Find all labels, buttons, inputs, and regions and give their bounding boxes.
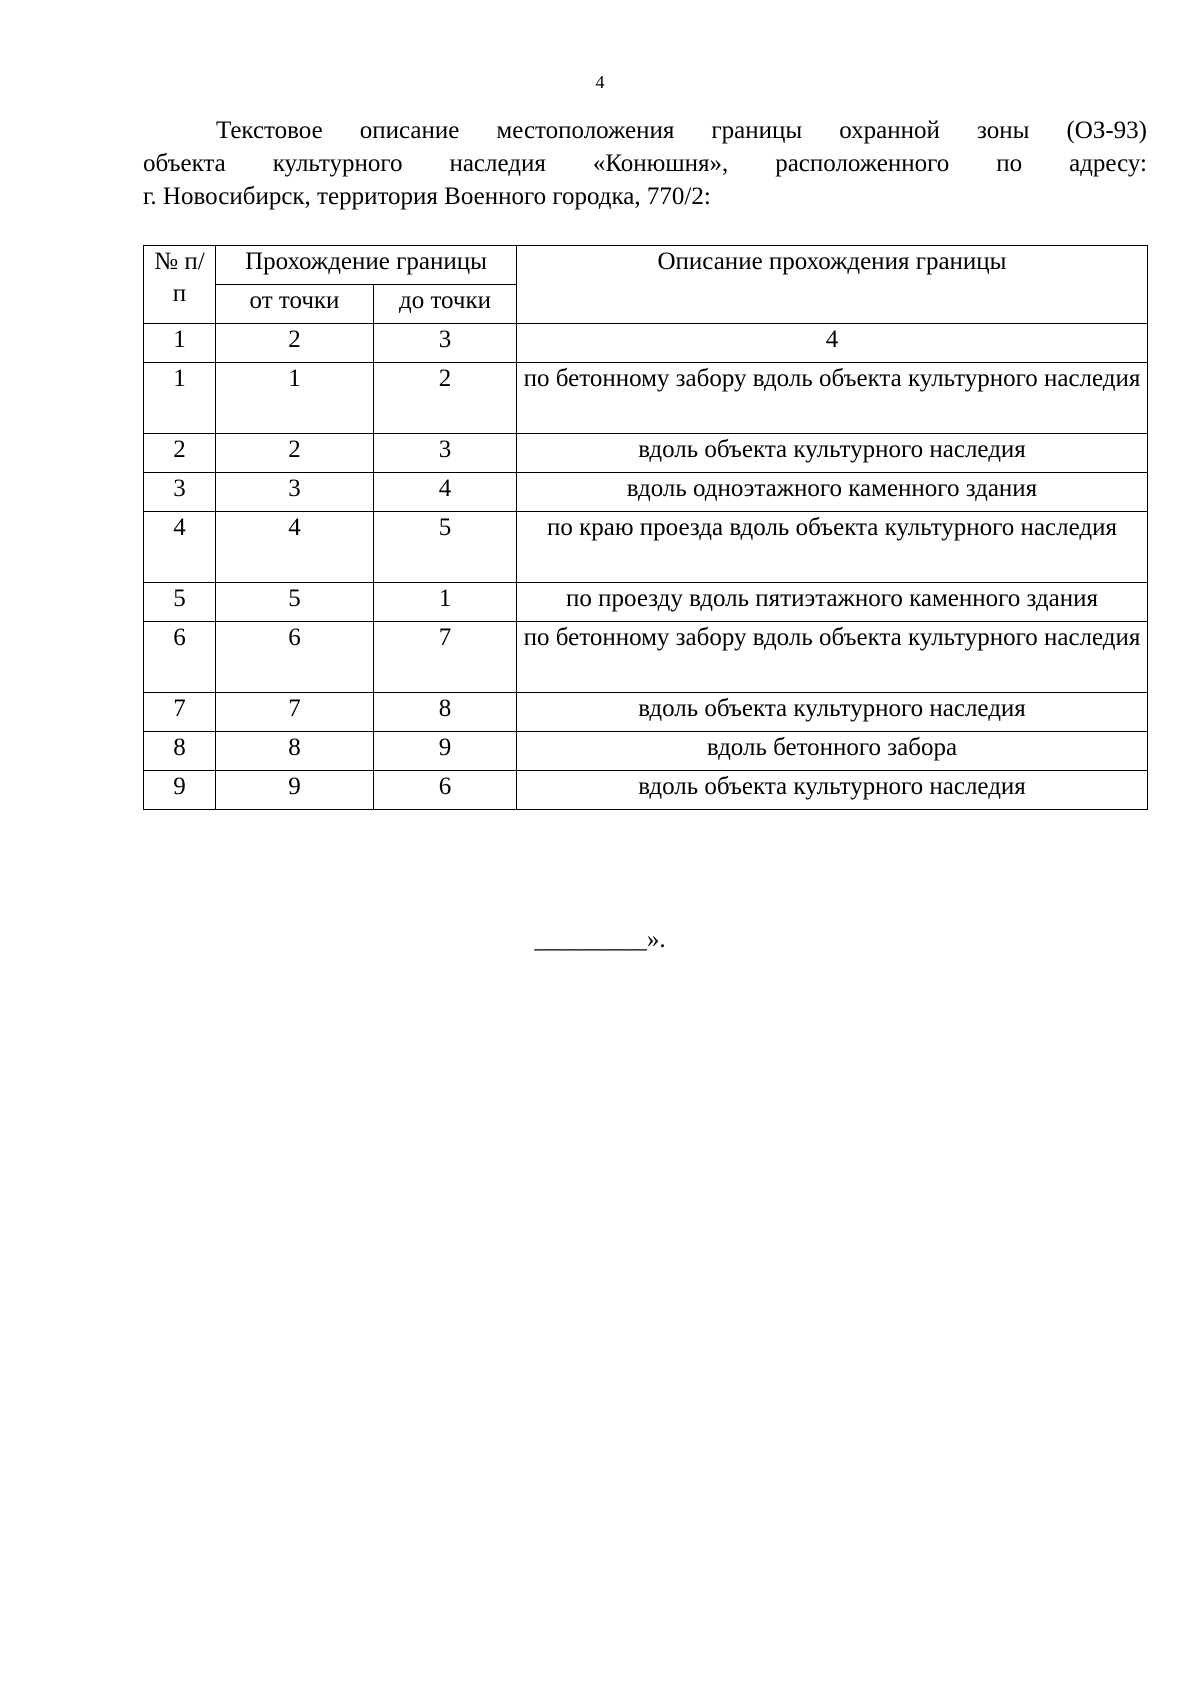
row-from: 7: [216, 693, 374, 732]
column-number: 3: [374, 324, 517, 363]
row-from: 9: [216, 771, 374, 810]
row-to: 8: [374, 693, 517, 732]
row-from: 6: [216, 622, 374, 693]
row-from: 2: [216, 434, 374, 473]
row-to: 3: [374, 434, 517, 473]
row-to: 9: [374, 732, 517, 771]
header-description: Описание прохождения границы: [517, 246, 1148, 324]
row-description: по бетонному забору вдоль объекта культурного наследия: [517, 622, 1148, 693]
row-to: 2: [374, 363, 517, 434]
column-number-row: [144, 324, 1148, 363]
closing-mark: _________».: [534, 926, 666, 953]
row-to: 6: [374, 771, 517, 810]
intro-line-1: Текстовое описание местоположения границы охранной зоны (ОЗ-93): [216, 117, 1147, 144]
row-num: 2: [144, 434, 216, 473]
row-description: вдоль объекта культурного наследия: [517, 771, 1148, 810]
row-description: вдоль одноэтажного каменного здания: [517, 473, 1148, 512]
row-num: 3: [144, 473, 216, 512]
table-row: [144, 434, 1148, 473]
table-row: [144, 583, 1148, 622]
column-number: 4: [517, 324, 1148, 363]
row-description: вдоль бетонного забора: [517, 732, 1148, 771]
row-num: 5: [144, 583, 216, 622]
intro-line-2: объекта культурного наследия «Конюшня», расположенного по адресу:: [143, 150, 1147, 177]
row-description: вдоль объекта культурного наследия: [517, 693, 1148, 732]
intro-paragraph: [143, 114, 1147, 213]
table-row: [144, 771, 1148, 810]
table-row: [144, 732, 1148, 771]
row-num: 4: [144, 512, 216, 583]
row-to: 4: [374, 473, 517, 512]
row-from: 1: [216, 363, 374, 434]
table-row: [144, 622, 1148, 693]
row-to: 5: [374, 512, 517, 583]
header-passage: Прохождение границы: [216, 246, 517, 285]
row-from: 8: [216, 732, 374, 771]
row-to: 1: [374, 583, 517, 622]
row-to: 7: [374, 622, 517, 693]
row-description: по бетонному забору вдоль объекта культурного наследия: [517, 363, 1148, 434]
row-num: 8: [144, 732, 216, 771]
column-number: 2: [216, 324, 374, 363]
table-row: [144, 693, 1148, 732]
row-num: 6: [144, 622, 216, 693]
table-row: [144, 473, 1148, 512]
row-from: 4: [216, 512, 374, 583]
row-from: 5: [216, 583, 374, 622]
column-number: 1: [144, 324, 216, 363]
header-num: № п/п: [144, 246, 216, 324]
row-num: 9: [144, 771, 216, 810]
row-num: 1: [144, 363, 216, 434]
header-from-point: от точки: [216, 285, 374, 324]
boundary-table: [143, 245, 1148, 810]
header-to-point: до точки: [374, 285, 517, 324]
row-num: 7: [144, 693, 216, 732]
row-description: вдоль объекта культурного наследия: [517, 434, 1148, 473]
row-description: по проезду вдоль пятиэтажного каменного здания: [517, 583, 1148, 622]
row-description: по краю проезда вдоль объекта культурного наследия: [517, 512, 1148, 583]
row-from: 3: [216, 473, 374, 512]
page-number: 4: [595, 72, 605, 92]
table-row: [144, 363, 1148, 434]
intro-line-3: г. Новосибирск, территория Военного городка, 770/2:: [143, 183, 711, 210]
table-row: [144, 512, 1148, 583]
